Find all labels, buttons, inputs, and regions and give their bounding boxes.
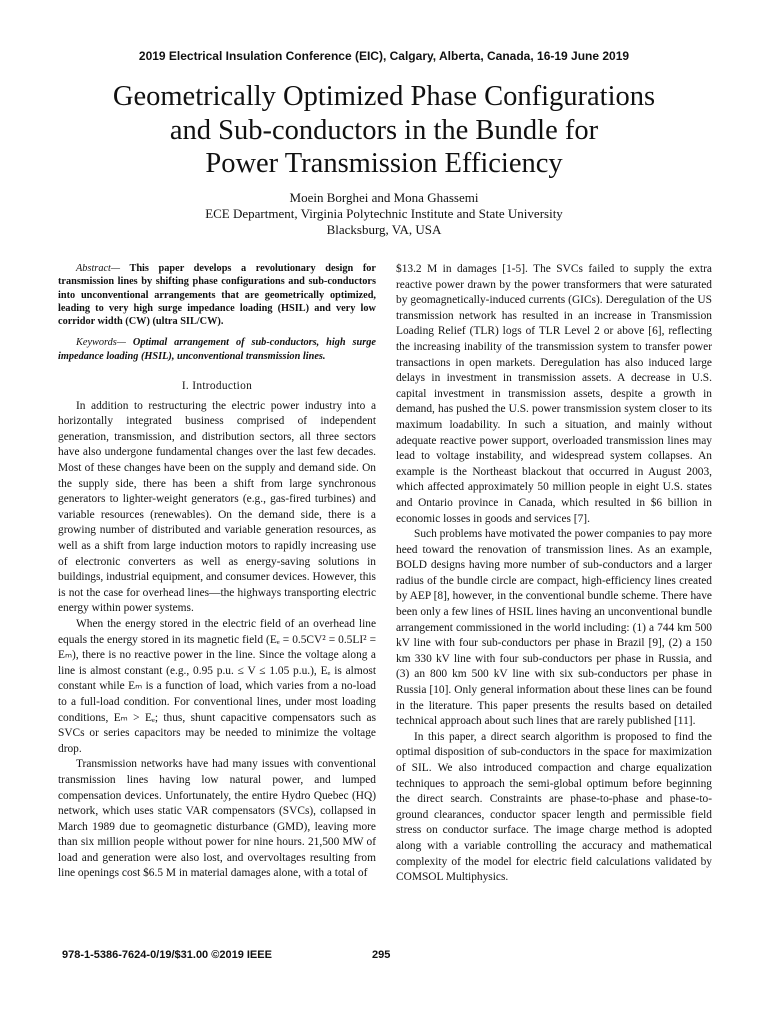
author-affiliation: ECE Department, Virginia Polytechnic Institute and State University (205, 206, 563, 221)
abstract-label: Abstract— (76, 263, 121, 274)
keywords-label: Keywords— (76, 337, 126, 349)
abstract-text: This paper develops a revolutionary design for transmission lines by shifting phase configurations and sub-conductors into unconventional arrangements that are geometrically optimized, leading to very high surge impedance loading (HSIL) and very low corridor width (CW) (ultra SIL/CW). (58, 263, 376, 328)
keywords-text: Optimal arrangement of sub-conductors, high surge impedance loading (HSIL), unconventional transmission lines. (58, 337, 376, 362)
body-paragraph: Transmission networks have had many issues with conventional transmission lines having low natural power, and lumped compensation devices. Unfortunately, the entire Hydro Quebec (HQ) network, which uses static VAR compensators (SVCs), collapsed in March 1989 due to geomagnetic disturbance (GMD), leaving more than six million people without power for nine hours. 21,500 MW of load and generation were also lost, and overvoltages resulting from line openings cost $6.5 M in material damages alone, with a total of (58, 758, 376, 880)
paper-title (40, 80, 728, 181)
body-paragraph: In this paper, a direct search algorithm is proposed to find the optimal disposition of sub-conductors in the space for maximization of SIL. We also introduced compaction and charge equalization techniques to approach the semi-global optimum before beginning the direct search. Constraints are phase-to-phase and phase-to-ground clearances, conductor spacer length and permissible field stress on conductor surface. The image charge method is adopted along with a variable controlling the accuracy and mathematical complexity of the model for electric field calculations validated by COMSOL Multiphysics. (396, 730, 712, 884)
body-paragraph: When the energy stored in the electric field of an overhead line equals the energy stored in its magnetic field (Eₑ = 0.5CV² = 0.5LI² = Eₘ), there is no reactive power in the line. Since the voltage along a line is almost constant (e.g., 0.95 p.u. ≤ V ≤ 1.05 p.u.), Eₑ is almost constant while Eₘ is a function of load, which varies from a no-load to a full-load condition. For conventional lines, under most loading conditions, Eₘ > Eₑ; thus, shunt capacitive compensators such as SVCs or series capacitors may be needed to minimize the voltage drop. (58, 617, 376, 755)
page-number: 295 (372, 949, 391, 961)
right-column (396, 262, 712, 886)
body-paragraph-continued: $13.2 M in damages [1-5]. The SVCs failed to supply the extra reactive power drawn by the power transformers that were saturated by geomagnetically-induced currents (GICs). Deregulation of the US transmission network has resulted in an increase in Transmission Loading Relief (TLR) logs of TLR Level 2 or above [6], reflecting the increasing inability of the transmission system to transfer power transactions in open markets. Deregulation has also induced large delays in investment in transmission assets. A decrease in U.S. capital investment in transmission assets, despite a growth in demand, has pushed the U.S. power transmission system closer to its maximum loadability. In such a situation, and mainly without adequate reactive power support, overloaded transmission lines may lead to voltage instability, and widespread system collapses. An example is the Northeast blackout that occurred in August 2003, which affected approximately 50 million people in eight U.S. states and Ontario province in Canada, which resulted in $6 billion in economic losses in goods and services [7]. (396, 263, 712, 525)
author-location: Blacksburg, VA, USA (326, 222, 442, 237)
author-names: Moein Borghei and Mona Ghassemi (289, 190, 479, 205)
author-block (0, 190, 768, 238)
title-line-2: and Sub-conductors in the Bundle for (169, 114, 599, 146)
title-line-1: Geometrically Optimized Phase Configurations (112, 81, 656, 112)
left-column (58, 262, 376, 882)
body-paragraph: Such problems have motivated the power companies to pay more heed toward the renovation of transmission lines. As an example, BOLD designs having more number of sub-conductors and a larger radius of the bundle circle are compact, high-efficiency lines created by AEP [8], however, in the conventional bundle scheme. There have been only a few lines of HSIL lines having an unconventional bundle arrangement commissioned in the world including: (1) a 744 km 500 kV line with four sub-conductors per phase in Brazil [9], (2) a 150 km 330 kV line with four sub-conductors per phase in Russia, and (3) an 800 km 500 kV line with six sub-conductors per phase in Russia [10]. Only general information about these lines can be found in the literature. This paper presents the results based on detailed technical approach about such lines that are rarely published [11]. (396, 528, 712, 728)
conference-header: 2019 Electrical Insulation Conference (EIC), Calgary, Alberta, Canada, 16-19 June 2019 (138, 49, 630, 63)
copyright-notice: 978-1-5386-7624-0/19/$31.00 ©2019 IEEE (62, 949, 272, 961)
section-heading-introduction: I. Introduction (181, 380, 253, 393)
keywords (58, 336, 376, 363)
abstract (58, 262, 376, 328)
title-line-3: Power Transmission Efficiency (205, 148, 563, 179)
body-paragraph: In addition to restructuring the electric power industry into a horizontally integrated business comprised of independent generation, transmission, and distribution sectors, all three sectors have also undergone fundamental changes over the last few decades. Most of these changes have been on the supply and demand side. On the supply side, there has been a shift from large synchronous generators to lighter-weight generators (e.g., gas-fired turbines) and variable resources (renewables). On the demand side, there is a growing number of distributed and variable generation resources, as well as a shift from large induction motors to rapidly increasing use of electronic converters as well as energy-saving solutions in buildings, industrial equipment, and consumer devices. However, this is not the case for overhead lines—the highways transporting electric energy within power systems. (58, 399, 376, 615)
